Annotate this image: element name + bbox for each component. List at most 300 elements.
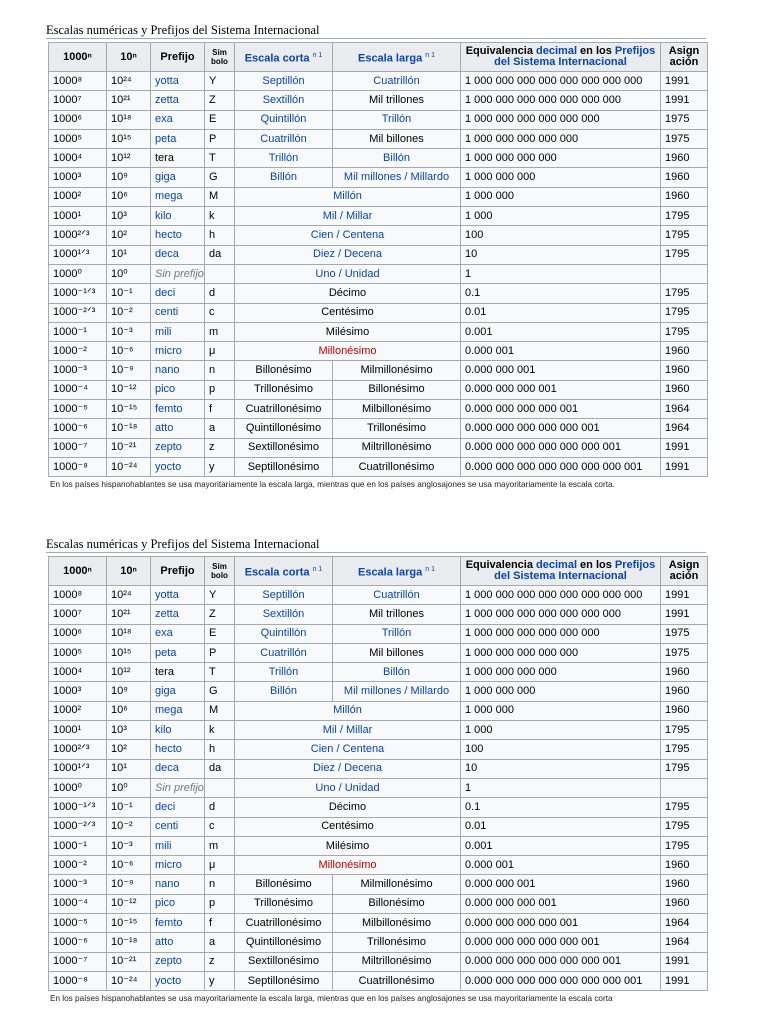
year-cell: 1991 [661, 586, 708, 605]
short-scale-cell[interactable]: Sextillón [235, 91, 333, 110]
scale-cell-merged[interactable]: Cien / Centena [235, 226, 461, 245]
year-cell: 1795 [661, 303, 708, 322]
table-row [49, 624, 708, 643]
short-scale-cell: Septillonésimo [235, 457, 333, 476]
symbol-cell: E [205, 110, 235, 129]
header-equivalence[interactable] [461, 43, 661, 72]
decimal-link[interactable]: decimal [536, 559, 577, 571]
si-link[interactable]: del Sistema Internacional [494, 570, 627, 582]
short-scale-cell[interactable]: Sextillón [235, 605, 333, 624]
table-row [49, 129, 708, 148]
pow1000-cell: 1000⁻⁵ [49, 400, 107, 419]
pow10-cell: 10⁻²¹ [107, 952, 151, 971]
table-row [49, 894, 708, 913]
prefix-cell[interactable]: mili [151, 836, 205, 855]
header-symbol[interactable] [205, 43, 235, 72]
pow10-cell: 10⁶ [107, 701, 151, 720]
year-cell: 1795 [661, 284, 708, 303]
prefix-cell[interactable]: centi [151, 817, 205, 836]
table-row [49, 361, 708, 380]
note-ref[interactable]: n 1 [312, 565, 323, 573]
year-cell: 1795 [661, 836, 708, 855]
scale-cell-merged[interactable]: Diez / Decena [235, 245, 461, 264]
symbol-cell: μ [205, 856, 235, 875]
year-cell: 1975 [661, 624, 708, 643]
symbol-cell: d [205, 284, 235, 303]
symbol-cell: μ [205, 342, 235, 361]
scale-cell-merged[interactable]: Diez / Decena [235, 759, 461, 778]
pow1000-cell: 1000³ [49, 682, 107, 701]
equivalence-cell: 1 000 [461, 207, 661, 226]
pow1000-cell: 1000⁻³ [49, 875, 107, 894]
equivalence-cell: 0.000 000 001 [461, 361, 661, 380]
year-cell: 1795 [661, 245, 708, 264]
long-scale-cell: Milmillonésimo [333, 361, 461, 380]
prefix-cell[interactable]: yotta [151, 72, 205, 91]
symbol-cell: k [205, 721, 235, 740]
long-scale-link[interactable]: Escala larga [357, 52, 423, 65]
table-row [49, 91, 708, 110]
year-cell: 1960 [661, 149, 708, 168]
long-scale-cell[interactable]: Cuatrillón [333, 586, 461, 605]
symbol-cell: c [205, 303, 235, 322]
short-scale-cell[interactable]: Billón [235, 682, 333, 701]
table-row [49, 264, 708, 283]
header-year-line2: ación [669, 570, 699, 582]
pow1000-cell: 1000⁷ [49, 91, 107, 110]
header-pow10[interactable]: 10ⁿ [107, 43, 151, 72]
scale-cell-merged: Décimo [235, 798, 461, 817]
note-ref[interactable]: n 1 [312, 51, 323, 59]
year-cell [661, 778, 708, 797]
header-row [49, 43, 708, 72]
header-short-scale[interactable] [235, 557, 333, 586]
header-prefix[interactable]: Prefijo [151, 43, 205, 72]
long-scale-cell[interactable]: Trillón [333, 624, 461, 643]
prefix-cell[interactable]: exa [151, 624, 205, 643]
header-symbol[interactable] [205, 557, 235, 586]
table-body [49, 72, 708, 477]
table-row [49, 438, 708, 457]
symbol-cell: M [205, 701, 235, 720]
equivalence-cell: 0.000 000 000 000 000 000 001 [461, 438, 661, 457]
pow10-cell: 10⁰ [107, 778, 151, 797]
pow10-cell: 10⁻¹² [107, 380, 151, 399]
table-row [49, 457, 708, 476]
pow10-cell: 10⁻²¹ [107, 438, 151, 457]
prefix-cell[interactable]: femto [151, 400, 205, 419]
short-scale-cell: Quintillonésimo [235, 933, 333, 952]
table-row [49, 856, 708, 875]
pow1000-cell: 1000¹ [49, 207, 107, 226]
pow10-cell: 10⁻¹⁸ [107, 419, 151, 438]
pow1000-cell: 1000⁻⁴ [49, 894, 107, 913]
year-cell: 1964 [661, 914, 708, 933]
equivalence-cell: 0.000 001 [461, 342, 661, 361]
header-short-scale[interactable] [235, 43, 333, 72]
prefix-cell[interactable]: nano [151, 361, 205, 380]
header-pow1000[interactable]: 1000ⁿ [49, 43, 107, 72]
table-row [49, 419, 708, 438]
symbol-cell: f [205, 914, 235, 933]
symbol-cell: T [205, 663, 235, 682]
prefix-cell[interactable]: mili [151, 322, 205, 341]
table-row [49, 245, 708, 264]
equivalence-cell: 1 000 000 000 000 [461, 149, 661, 168]
short-scale-cell[interactable]: Quintillón [235, 110, 333, 129]
year-cell: 1991 [661, 952, 708, 971]
symbol-cell: Y [205, 72, 235, 91]
table-title: Escalas numéricas y Prefijos del Sistema Internacional [46, 22, 706, 39]
pow10-cell: 10⁻² [107, 303, 151, 322]
table-title: Escalas numéricas y Prefijos del Sistema Internacional [46, 536, 706, 553]
scale-cell-merged[interactable]: Millonésimo [235, 342, 461, 361]
short-scale-link[interactable]: Escala corta [244, 52, 310, 65]
equiv-text: en los [577, 559, 615, 571]
symbol-cell: p [205, 894, 235, 913]
prefix-cell[interactable]: pico [151, 894, 205, 913]
equivalence-cell: 0.000 001 [461, 856, 661, 875]
table-row [49, 836, 708, 855]
equivalence-cell: 0.1 [461, 798, 661, 817]
long-scale-cell: Cuatrillonésimo [333, 457, 461, 476]
long-scale-cell[interactable]: Cuatrillón [333, 72, 461, 91]
table-row [49, 875, 708, 894]
year-cell: 1795 [661, 740, 708, 759]
prefix-cell[interactable]: centi [151, 303, 205, 322]
symbol-cell: f [205, 400, 235, 419]
year-cell: 1795 [661, 207, 708, 226]
pow10-cell: 10⁻³ [107, 836, 151, 855]
equivalence-cell: 1 000 000 [461, 187, 661, 206]
table-row [49, 778, 708, 797]
pow10-cell: 10⁻¹ [107, 798, 151, 817]
scales-table-block-2 [46, 536, 706, 1003]
short-scale-cell[interactable]: Trillón [235, 149, 333, 168]
pow1000-cell: 1000⁵ [49, 643, 107, 662]
header-long-scale[interactable] [333, 557, 461, 586]
long-scale-cell[interactable]: Billón [333, 663, 461, 682]
prefix-cell[interactable]: giga [151, 168, 205, 187]
long-scale-cell: Cuatrillonésimo [333, 971, 461, 990]
prefijos-link[interactable]: Prefijos [614, 45, 656, 57]
long-scale-cell: Mil billones [333, 643, 461, 662]
scale-cell-merged[interactable]: Mil / Millar [235, 207, 461, 226]
scale-cell-merged[interactable]: Millón [235, 187, 461, 206]
short-scale-cell[interactable]: Trillón [235, 663, 333, 682]
symbol-cell [205, 778, 235, 797]
scales-table [48, 556, 708, 991]
prefix-cell[interactable]: yotta [151, 586, 205, 605]
symbol-cell: h [205, 740, 235, 759]
prefix-cell[interactable]: atto [151, 933, 205, 952]
equiv-text: Equivalencia [465, 559, 537, 571]
symbol-cell: T [205, 149, 235, 168]
table-row [49, 110, 708, 129]
equivalence-cell: 0.001 [461, 836, 661, 855]
table-row [49, 701, 708, 720]
prefix-cell[interactable]: kilo [151, 207, 205, 226]
equivalence-cell: 0.1 [461, 284, 661, 303]
prefix-cell[interactable]: zepto [151, 952, 205, 971]
symbol-cell: c [205, 817, 235, 836]
equivalence-cell: 1 000 000 000 [461, 168, 661, 187]
symbol-cell: m [205, 322, 235, 341]
prefix-cell[interactable]: peta [151, 643, 205, 662]
long-scale-cell[interactable]: Trillón [333, 110, 461, 129]
prefix-cell: Sin prefijo [151, 264, 205, 283]
header-equivalence[interactable] [461, 557, 661, 586]
equivalence-cell: 0.000 000 000 000 000 000 001 [461, 952, 661, 971]
note-ref[interactable]: n 1 [425, 565, 435, 573]
short-scale-cell: Sextillonésimo [235, 438, 333, 457]
year-cell: 1795 [661, 721, 708, 740]
pow10-cell: 10⁻³ [107, 322, 151, 341]
header-symbol-line1: Sím [212, 562, 227, 571]
pow1000-cell: 1000² [49, 187, 107, 206]
table-row [49, 663, 708, 682]
symbol-cell: y [205, 457, 235, 476]
prefix-cell[interactable]: zetta [151, 605, 205, 624]
equivalence-cell: 10 [461, 759, 661, 778]
prefix-cell[interactable]: atto [151, 419, 205, 438]
table-row [49, 643, 708, 662]
equivalence-cell: 1 000 000 000 000 000 [461, 643, 661, 662]
year-cell: 1975 [661, 129, 708, 148]
symbol-cell: a [205, 933, 235, 952]
pow1000-cell: 1000⁻³ [49, 361, 107, 380]
symbol-cell: n [205, 875, 235, 894]
year-cell: 1795 [661, 322, 708, 341]
prefix-cell[interactable]: hecto [151, 740, 205, 759]
header-pow10[interactable]: 10ⁿ [107, 557, 151, 586]
pow10-cell: 10¹ [107, 759, 151, 778]
table-row [49, 817, 708, 836]
pow1000-cell: 1000⁻¹ [49, 836, 107, 855]
long-scale-cell: Milmillonésimo [333, 875, 461, 894]
long-scale-cell[interactable]: Mil millones / Millardo [333, 168, 461, 187]
scale-cell-merged[interactable]: Uno / Unidad [235, 778, 461, 797]
equivalence-cell: 0.000 000 000 000 000 000 000 001 [461, 457, 661, 476]
equivalence-cell: 1 000 000 000 000 000 000 000 [461, 605, 661, 624]
pow10-cell: 10¹² [107, 663, 151, 682]
prefix-cell[interactable]: mega [151, 701, 205, 720]
prefix-cell[interactable]: zepto [151, 438, 205, 457]
equivalence-cell: 0.000 000 000 000 001 [461, 914, 661, 933]
short-scale-cell: Cuatrillonésimo [235, 400, 333, 419]
prefix-cell[interactable]: deci [151, 798, 205, 817]
pow10-cell: 10¹² [107, 149, 151, 168]
long-scale-cell[interactable]: Mil millones / Millardo [333, 682, 461, 701]
pow1000-cell: 1000³ [49, 168, 107, 187]
year-cell: 1960 [661, 187, 708, 206]
prefix-cell[interactable]: yocto [151, 457, 205, 476]
prefix-cell[interactable]: mega [151, 187, 205, 206]
pow1000-cell: 1000⁻²ᐟ³ [49, 303, 107, 322]
table-row [49, 226, 708, 245]
header-long-scale[interactable] [333, 43, 461, 72]
symbol-cell: da [205, 245, 235, 264]
prefix-cell[interactable]: deci [151, 284, 205, 303]
pow10-cell: 10¹⁵ [107, 643, 151, 662]
equivalence-cell: 0.000 000 000 001 [461, 380, 661, 399]
pow1000-cell: 1000⁻⁶ [49, 933, 107, 952]
pow1000-cell: 1000⁻²ᐟ³ [49, 817, 107, 836]
year-cell: 1960 [661, 875, 708, 894]
note-ref[interactable]: n 1 [425, 51, 435, 59]
prefix-cell[interactable]: nano [151, 875, 205, 894]
pow1000-cell: 1000⁻² [49, 856, 107, 875]
pow10-cell: 10¹⁸ [107, 110, 151, 129]
prefix-cell[interactable]: femto [151, 914, 205, 933]
prefix-cell[interactable]: giga [151, 682, 205, 701]
year-cell: 1964 [661, 419, 708, 438]
pow10-cell: 10⁻¹⁸ [107, 933, 151, 952]
short-scale-cell: Billonésimo [235, 361, 333, 380]
scales-table [48, 42, 708, 477]
symbol-cell: Y [205, 586, 235, 605]
prefix-cell[interactable]: micro [151, 342, 205, 361]
pow10-cell: 10² [107, 226, 151, 245]
prefijos-link[interactable]: Prefijos [614, 559, 656, 571]
pow1000-cell: 1000⁷ [49, 605, 107, 624]
year-cell: 1991 [661, 72, 708, 91]
symbol-cell: P [205, 643, 235, 662]
symbol-cell: Z [205, 91, 235, 110]
prefix-cell: tera [151, 149, 205, 168]
header-symbol-line1: Sím [212, 48, 227, 57]
year-cell: 1960 [661, 701, 708, 720]
decimal-link[interactable]: decimal [536, 45, 577, 57]
prefix-cell[interactable]: kilo [151, 721, 205, 740]
year-cell: 1960 [661, 380, 708, 399]
pow1000-cell: 1000⁶ [49, 110, 107, 129]
symbol-cell: G [205, 168, 235, 187]
prefix-cell: tera [151, 663, 205, 682]
short-scale-cell[interactable]: Cuatrillón [235, 129, 333, 148]
symbol-cell: P [205, 129, 235, 148]
prefix-cell[interactable]: deca [151, 245, 205, 264]
long-scale-link[interactable]: Escala larga [357, 566, 423, 579]
table-row [49, 933, 708, 952]
pow10-cell: 10²⁴ [107, 72, 151, 91]
header-prefix[interactable]: Prefijo [151, 557, 205, 586]
long-scale-cell: Miltrillonésimo [333, 438, 461, 457]
symbol-cell: E [205, 624, 235, 643]
symbol-cell: y [205, 971, 235, 990]
scale-cell-merged: Milésimo [235, 322, 461, 341]
table-row [49, 682, 708, 701]
pow10-cell: 10⁻⁹ [107, 875, 151, 894]
prefix-cell[interactable]: hecto [151, 226, 205, 245]
prefix-cell[interactable]: zetta [151, 91, 205, 110]
year-cell: 1960 [661, 682, 708, 701]
pow10-cell: 10⁻⁶ [107, 856, 151, 875]
footnote: En los países hispanohablantes se usa mayoritariamente la escala larga, mientras que en los países anglosajones se usa mayoritariamente la escala corta. [50, 480, 615, 490]
pow10-cell: 10⁰ [107, 264, 151, 283]
short-scale-cell[interactable]: Septillón [235, 72, 333, 91]
header-year[interactable] [661, 43, 708, 72]
scale-cell-merged[interactable]: Millonésimo [235, 856, 461, 875]
short-scale-link[interactable]: Escala corta [244, 566, 310, 579]
table-row [49, 72, 708, 91]
scale-cell-merged[interactable]: Millón [235, 701, 461, 720]
short-scale-cell: Cuatrillonésimo [235, 914, 333, 933]
header-year-line2: ación [669, 56, 699, 68]
prefix-cell[interactable]: peta [151, 129, 205, 148]
long-scale-cell[interactable]: Billón [333, 149, 461, 168]
header-year[interactable] [661, 557, 708, 586]
year-cell: 1975 [661, 110, 708, 129]
symbol-cell: k [205, 207, 235, 226]
year-cell: 1960 [661, 856, 708, 875]
scale-cell-merged[interactable]: Mil / Millar [235, 721, 461, 740]
pow10-cell: 10¹⁸ [107, 624, 151, 643]
header-row [49, 557, 708, 586]
pow10-cell: 10³ [107, 207, 151, 226]
prefix-cell[interactable]: pico [151, 380, 205, 399]
year-cell: 1795 [661, 226, 708, 245]
symbol-cell: da [205, 759, 235, 778]
symbol-cell [205, 264, 235, 283]
equivalence-cell: 1 000 000 000 000 000 000 [461, 624, 661, 643]
header-pow1000[interactable]: 1000ⁿ [49, 557, 107, 586]
table-row [49, 952, 708, 971]
pow1000-cell: 1000⁻⁶ [49, 419, 107, 438]
pow1000-cell: 1000²ᐟ³ [49, 740, 107, 759]
symbol-cell: a [205, 419, 235, 438]
equivalence-cell: 1 000 000 [461, 701, 661, 720]
scale-cell-merged[interactable]: Uno / Unidad [235, 264, 461, 283]
table-row [49, 187, 708, 206]
year-cell: 1795 [661, 798, 708, 817]
pow1000-cell: 1000¹ᐟ³ [49, 759, 107, 778]
prefix-cell[interactable]: exa [151, 110, 205, 129]
equivalence-cell: 0.01 [461, 303, 661, 322]
year-cell: 1960 [661, 342, 708, 361]
table-row [49, 721, 708, 740]
equivalence-cell: 1 [461, 778, 661, 797]
prefix-cell[interactable]: yocto [151, 971, 205, 990]
short-scale-cell[interactable]: Quintillón [235, 624, 333, 643]
pow10-cell: 10¹ [107, 245, 151, 264]
pow1000-cell: 1000⁻⁵ [49, 914, 107, 933]
table-row [49, 605, 708, 624]
pow10-cell: 10⁻²⁴ [107, 971, 151, 990]
scale-cell-merged[interactable]: Cien / Centena [235, 740, 461, 759]
pow10-cell: 10⁻²⁴ [107, 457, 151, 476]
pow10-cell: 10³ [107, 721, 151, 740]
short-scale-cell[interactable]: Septillón [235, 586, 333, 605]
equiv-text: Equivalencia [465, 45, 537, 57]
equivalence-cell: 1 000 000 000 000 000 000 000 000 [461, 72, 661, 91]
pow1000-cell: 1000⁻² [49, 342, 107, 361]
year-cell: 1960 [661, 361, 708, 380]
equivalence-cell: 0.000 000 000 000 000 001 [461, 419, 661, 438]
pow1000-cell: 1000⁻⁷ [49, 952, 107, 971]
si-link[interactable]: del Sistema Internacional [494, 56, 627, 68]
short-scale-cell[interactable]: Cuatrillón [235, 643, 333, 662]
pow1000-cell: 1000⁰ [49, 778, 107, 797]
prefix-cell[interactable]: micro [151, 856, 205, 875]
prefix-cell[interactable]: deca [151, 759, 205, 778]
year-cell: 1795 [661, 759, 708, 778]
pow10-cell: 10⁻⁹ [107, 361, 151, 380]
equivalence-cell: 1 [461, 264, 661, 283]
pow10-cell: 10⁻¹ [107, 284, 151, 303]
short-scale-cell[interactable]: Billón [235, 168, 333, 187]
table-row [49, 303, 708, 322]
